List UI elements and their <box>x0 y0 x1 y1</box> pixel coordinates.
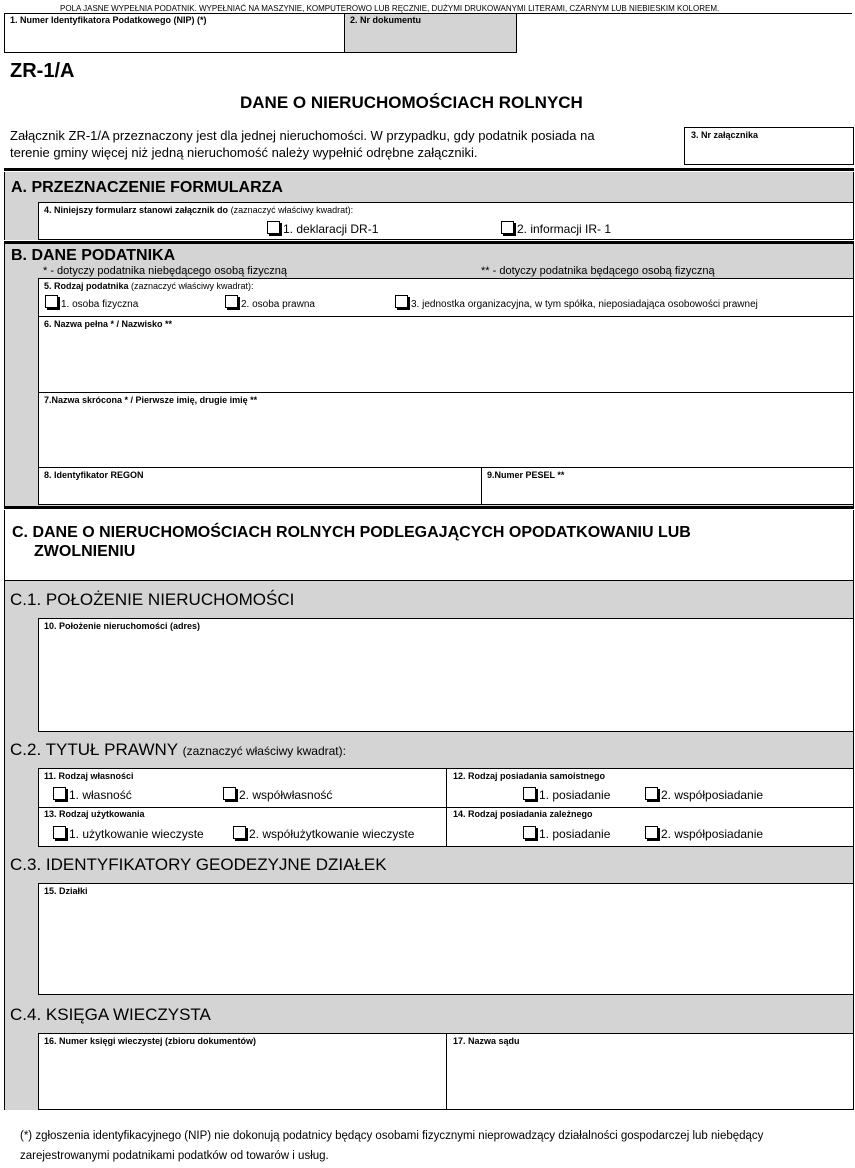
location-label: 10. Położenie nieruchomości (adres) <box>44 621 201 631</box>
land-register-number-field[interactable] <box>38 1033 447 1110</box>
field-5-box <box>38 278 854 317</box>
checkbox-icon[interactable] <box>53 826 66 839</box>
full-name-label: 6. Nazwa pełna * / Nazwisko ** <box>44 319 173 329</box>
option-information-ir1[interactable]: 2. informacji IR- 1 <box>501 221 611 236</box>
option-co-ownership[interactable]: 2. współwłasność <box>223 787 332 802</box>
section-c-title-band <box>5 510 853 580</box>
regon-label: 8. Identyfikator REGON <box>44 470 144 480</box>
section-a-rule <box>4 168 854 171</box>
nip-label: 1. Numer Identyfikatora Podatkowego (NIP) (*) <box>10 15 207 25</box>
c4-title: C.4. KSIĘGA WIECZYSTA <box>10 1005 211 1024</box>
option-perpetual-usufruct[interactable]: 1. użytkowanie wieczyste <box>53 826 204 841</box>
attachment-number-label: 3. Nr załącznika <box>691 130 759 140</box>
section-b-title: B. DANE PODATNIKA <box>11 247 176 264</box>
checkbox-icon[interactable] <box>267 221 280 234</box>
form-code: ZR-1/A <box>10 60 75 82</box>
nip-field[interactable] <box>4 13 345 53</box>
footnote-line-1: (*) zgłoszenia identyfikacyjnego (NIP) nie dokonują podatnicy będący osobami fizycznymi nieprowadzący działalności gospodarczej lub niebędący <box>20 1130 764 1142</box>
checkbox-icon[interactable] <box>225 295 238 308</box>
pesel-label: 9.Numer PESEL ** <box>487 470 565 480</box>
option-natural-person[interactable]: 1. osoba fizyczna <box>45 295 138 310</box>
field-4-box <box>38 202 854 240</box>
pesel-field[interactable] <box>481 467 854 505</box>
short-name-field[interactable] <box>38 392 854 468</box>
intro-line-1: Załącznik ZR-1/A przeznaczony jest dla jednej nieruchomości. W przypadku, gdy podatnik posiada na <box>10 128 595 143</box>
field-11-label: 11. Rodzaj własności <box>44 771 134 781</box>
checkbox-icon[interactable] <box>233 826 246 839</box>
form-title: DANE O NIERUCHOMOŚCIACH ROLNYCH <box>240 93 583 112</box>
attachment-number-field[interactable] <box>684 127 854 165</box>
option-dependent-co-possession[interactable]: 2. współposiadanie <box>645 826 763 841</box>
option-legal-person[interactable]: 2. osoba prawna <box>225 295 315 310</box>
section-c-divider <box>4 580 854 581</box>
checkbox-icon[interactable] <box>395 295 408 308</box>
intro-line-2: terenie gminy więcej niż jedną nieruchomość należy wypełnić odrębne załączniki. <box>10 145 478 160</box>
option-declaration-dr1[interactable]: 1. deklaracji DR-1 <box>267 221 378 236</box>
court-name-label: 17. Nazwa sądu <box>453 1036 520 1046</box>
option-dependent-possession[interactable]: 1. posiadanie <box>523 826 610 841</box>
c3-title: C.3. IDENTYFIKATORY GEODEZYJNE DZIAŁEK <box>10 855 387 874</box>
checkbox-icon[interactable] <box>501 221 514 234</box>
checkbox-icon[interactable] <box>523 787 536 800</box>
note-natural-person: ** - dotyczy podatnika będącego osobą fizyczną <box>481 265 715 277</box>
field-12-label: 12. Rodzaj posiadania samoistnego <box>453 771 606 781</box>
c2-title: C.2. TYTUŁ PRAWNY (zaznaczyć właściwy kwadrat): <box>10 740 346 759</box>
document-number-label: 2. Nr dokumentu <box>350 15 422 25</box>
field-13-box <box>38 807 447 847</box>
court-name-field[interactable] <box>446 1033 854 1110</box>
section-a-title: A. PRZEZNACZENIE FORMULARZA <box>11 179 283 196</box>
field-4-label: 4. Niniejszy formularz stanowi załącznik do (zaznaczyć właściwy kwadrat): <box>44 205 354 215</box>
option-ownership[interactable]: 1. własność <box>53 787 132 802</box>
checkbox-icon[interactable] <box>53 787 66 800</box>
plots-field[interactable] <box>38 883 854 995</box>
land-register-number-label: 16. Numer księgi wieczystej (zbioru dokumentów) <box>44 1036 257 1046</box>
plots-label: 15. Działki <box>44 886 88 896</box>
field-12-box <box>446 768 854 808</box>
option-organizational-unit[interactable]: 3. jednostka organizacyjna, w tym spółka, nieposiadająca osobowości prawnej <box>395 295 758 310</box>
section-c-title-line-2: ZWOLNIENIU <box>34 543 136 560</box>
top-note: POLA JASNE WYPEŁNIA PODATNIK. WYPEŁNIAĆ NA MASZYNIE, KOMPUTEROWO LUB RĘCZNIE, DUŻYMI DRUKOWANYMI LITERAMI, CZARNYM LUB NIEBIESKIM KOLOREM. <box>60 4 720 13</box>
field-11-box <box>38 768 447 808</box>
checkbox-icon[interactable] <box>523 826 536 839</box>
option-co-possession[interactable]: 2. współposiadanie <box>645 787 763 802</box>
top-rule <box>517 13 852 14</box>
checkbox-icon[interactable] <box>45 295 58 308</box>
section-c-rule <box>4 506 854 509</box>
option-joint-perpetual-usufruct[interactable]: 2. współużytkowanie wieczyste <box>233 826 414 841</box>
option-possession[interactable]: 1. posiadanie <box>523 787 610 802</box>
section-c-title-line-1: C. DANE O NIERUCHOMOŚCIACH ROLNYCH PODLEGAJĄCYCH OPODATKOWANIU LUB <box>12 524 691 541</box>
field-14-box <box>446 807 854 847</box>
full-name-field[interactable] <box>38 316 854 393</box>
short-name-label: 7.Nazwa skrócona * / Pierwsze imię, drugie imię ** <box>44 395 258 405</box>
note-non-natural-person: * - dotyczy podatnika niebędącego osobą fizyczną <box>43 265 287 277</box>
location-field[interactable] <box>38 618 854 732</box>
checkbox-icon[interactable] <box>645 787 658 800</box>
c1-title: C.1. POŁOŻENIE NIERUCHOMOŚCI <box>10 590 295 609</box>
field-13-label: 13. Rodzaj użytkowania <box>44 809 145 819</box>
field-5-label: 5. Rodzaj podatnika (zaznaczyć właściwy kwadrat): <box>44 281 254 291</box>
regon-field[interactable] <box>38 467 482 505</box>
checkbox-icon[interactable] <box>223 787 236 800</box>
field-14-label: 14. Rodzaj posiadania zależnego <box>453 809 593 819</box>
document-number-field <box>344 13 517 53</box>
checkbox-icon[interactable] <box>645 826 658 839</box>
footnote-line-2: zarejestrowanymi podatnikami podatków od towarów i usług. <box>20 1150 329 1162</box>
